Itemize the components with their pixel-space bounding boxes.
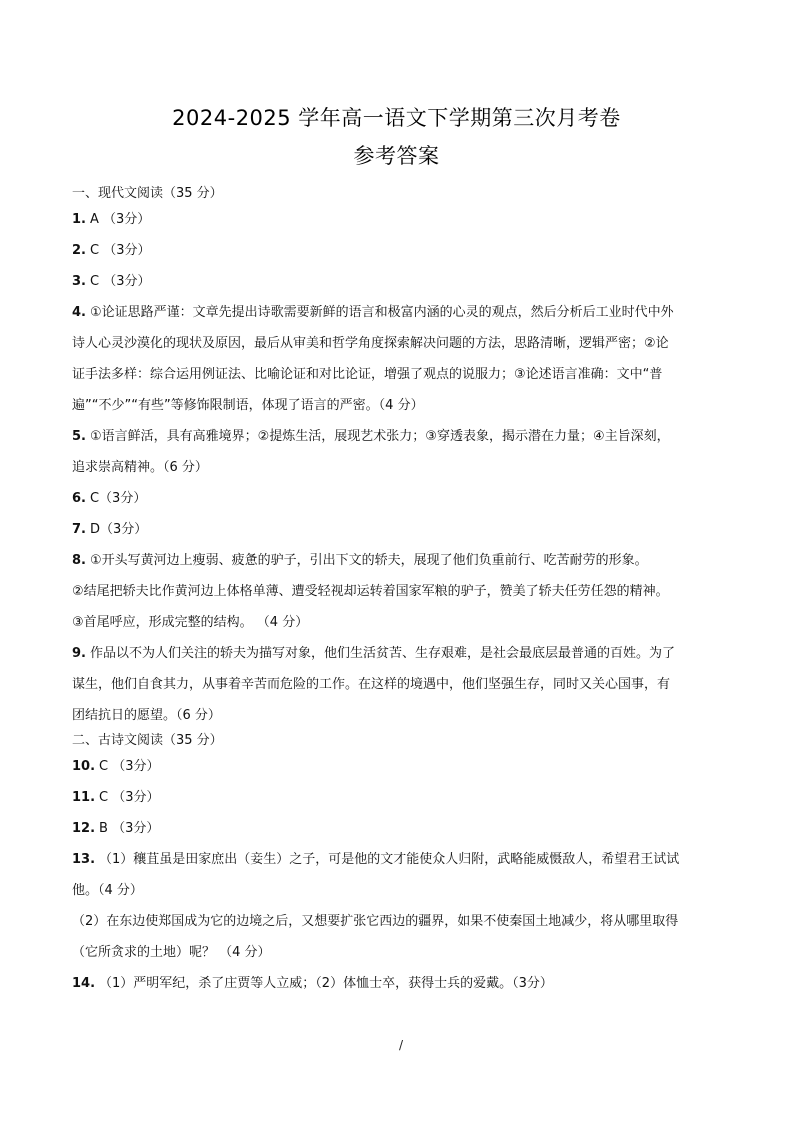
question-number: 4. — [72, 305, 86, 320]
answer-line: ③首尾呼应，形成完整的结构。 （4 分） — [72, 615, 309, 630]
answer-6 — [72, 483, 724, 514]
answer-9 — [72, 638, 724, 731]
answer-line: 8. ①开头写黄河边上瘦弱、疲惫的驴子，引出下文的轿夫，展现了他们负重前行、吃苦耐劳的形象。 — [72, 553, 648, 568]
answer-3 — [72, 266, 724, 297]
answer-5 — [72, 421, 724, 483]
answer-8 — [72, 545, 724, 638]
answer-line: 4. ①论证思路严谨：文章先提出诗歌需要新鲜的语言和极富内涵的心灵的观点，然后分析后工业时代中外 — [72, 305, 674, 320]
answer-12 — [72, 813, 724, 844]
question-number: 1. — [72, 212, 86, 227]
page-footer-mark: / — [399, 1038, 404, 1052]
answer-4 — [72, 297, 724, 421]
answer-line: 谋生，他们自食其力，从事着辛苦而危险的工作。在这样的境遇中，他们坚强生存，同时又关心国事，有 — [72, 677, 671, 692]
question-number: 10. — [72, 759, 96, 774]
page-title: 2024-2025 学年高一语文下学期第三次月考卷 — [172, 106, 621, 130]
answer-14 — [72, 968, 724, 999]
question-number: 6. — [72, 491, 86, 506]
answer-1 — [72, 204, 724, 235]
answer-text: （1）严明军纪，杀了庄贾等人立威；（2）体恤士卒，获得士兵的爱戴。（3分） — [99, 976, 553, 991]
question-number: 7. — [72, 522, 86, 537]
question-number: 12. — [72, 821, 96, 836]
answer-line: （2）在东边使郑国成为它的边境之后，又想要扩张它西边的疆界，如果不使秦国土地减少，将从哪里取得 — [72, 914, 679, 929]
question-number: 8. — [72, 553, 86, 568]
answer-line: 诗人心灵沙漠化的现状及原因，最后从审美和哲学角度探索解决问题的方法，思路清晰，逻辑严密；②论 — [72, 336, 669, 351]
section-heading-modern-reading: 一、现代文阅读（35 分） — [72, 186, 223, 201]
question-number: 14. — [72, 976, 96, 991]
answer-line: 团结抗日的愿望。（6 分） — [72, 708, 221, 723]
answer-text: A （3分） — [89, 212, 151, 227]
answer-line: 他。（4 分） — [72, 883, 143, 898]
answer-2 — [72, 235, 724, 266]
page-subtitle: 参考答案 — [353, 144, 440, 168]
answer-line: （它所贪求的土地）呢？ （4 分） — [72, 945, 271, 960]
answer-line: ②结尾把轿夫比作黄河边上体格单薄、遭受轻视却运转着国家军粮的驴子，赞美了轿夫任劳任怨的精神。 — [72, 584, 669, 599]
answer-text: C （3分） — [89, 243, 151, 258]
answer-line: 证手法多样：综合运用例证法、比喻论证和对比论证，增强了观点的说服力；③论述语言准确：文中“普 — [72, 367, 663, 382]
answer-line: 追求崇高精神。（6 分） — [72, 460, 208, 475]
question-number: 5. — [72, 429, 86, 444]
answer-text: C（3分） — [89, 491, 147, 506]
answer-line: 9. 作品以不为人们关注的轿夫为描写对象，他们生活贫苦、生存艰难，是社会最底层最普通的百姓。为了 — [72, 646, 675, 661]
answer-text: C （3分） — [89, 274, 151, 289]
question-number: 9. — [72, 646, 86, 661]
answer-13 — [72, 844, 724, 968]
answer-text: B （3分） — [99, 821, 160, 836]
question-number: 13. — [72, 852, 96, 867]
answer-line: 遍”“不少”“有些”等修饰限制语，体现了语言的严密。（4 分） — [72, 398, 424, 413]
answer-content — [72, 184, 724, 999]
answer-text: C （3分） — [99, 790, 160, 805]
question-number: 2. — [72, 243, 86, 258]
answer-text: C （3分） — [99, 759, 160, 774]
answer-line: 13. （1）穰苴虽是田家庶出（妾生）之子，可是他的文才能使众人归附，武略能威慑敌人，希望君王试试 — [72, 852, 680, 867]
section-heading-classical-reading: 二、古诗文阅读（35 分） — [72, 733, 223, 748]
question-number: 3. — [72, 274, 86, 289]
answer-10 — [72, 751, 724, 782]
question-number: 11. — [72, 790, 96, 805]
answer-line: 5. ①语言鲜活，具有高雅境界；②提炼生活，展现艺术张力；③穿透表象，揭示潜在力量；④主旨深刻， — [72, 429, 670, 444]
answer-7 — [72, 514, 724, 545]
answer-11 — [72, 782, 724, 813]
answer-text: D（3分） — [89, 522, 148, 537]
